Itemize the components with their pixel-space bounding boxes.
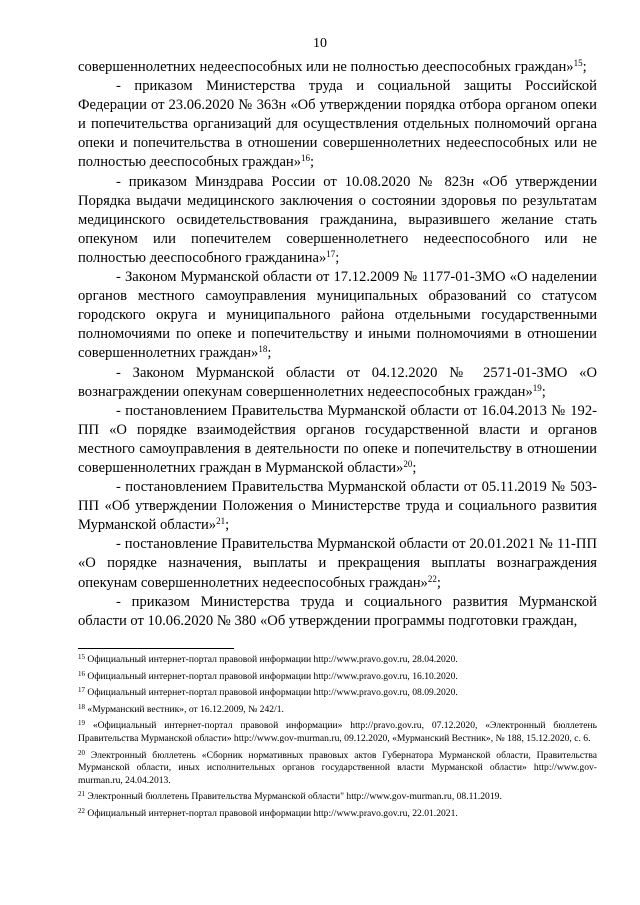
footnote-ref[interactable]: 22 (427, 573, 437, 584)
footnote: $^{21}$ Электронный бюллетень Правительства Мурманской области" http://www.gov-murman.ru, 08.11.2019. (78, 790, 502, 803)
paragraph: - приказом Минздрава России от 10.08.2020 № 823н «Об утверждении Порядка выдачи медицинского заключения о состоянии здоровья по результатам медицинского освидетельствования гражданина, выразившего желание стать опекуном или попечителем совершеннолетнего недееспособного или не полностью дееспособного гражданина»$^{17}$; (78, 173, 597, 266)
paragraph: - постановление Правительства Мурманской области от 20.01.2021 № 11-ПП «О порядке назначения, выплаты и прекращения выплаты вознаграждения опекунам совершеннолетних недееспособных граждан»$^{22}$; (78, 536, 597, 591)
paragraph: - Законом Мурманской области от 17.12.2009 № 1177-01-ЗМО «О наделении органов местного самоуправления муниципальных образований со статусом городского округа и муниципального района отдельными государственными полномочиями по опеке и попечительству и иными полномочиями в отношении совершеннолетних граждан»$^{18}$; (78, 269, 597, 362)
body-text (78, 58, 597, 631)
paragraph: - постановлением Правительства Мурманской области от 16.04.2013 № 192-ПП «О порядке взаимодействия органов государственной власти и органов местного самоуправления в деятельности по опеке и попечительству в отношении совершеннолетних граждан в Мурманской области»$^{20}$; (78, 402, 597, 476)
footnote-ref[interactable]: 20 (403, 458, 413, 469)
footnote-ref[interactable]: 19 (532, 382, 542, 393)
paragraph: совершеннолетних недееспособных или не полностью дееспособных граждан»$^{15}$; (78, 58, 587, 75)
paragraph: - приказом Министерства труда и социального развития Мурманской области от 10.06.2020 № 380 «Об утверждении программы подготовки граждан, (78, 593, 597, 629)
paragraph: - приказом Министерства труда и социальной защиты Российской Федерации от 23.06.2020 № 363н «Об утверждении порядка отбора органом опеки и попечительства организаций для осуществления отдельных полномочий органа опеки и попечительства в отношении совершеннолетних недееспособных или не полностью дееспособных граждан»$^{16}$; (78, 78, 597, 171)
footnote-ref[interactable]: 18 (258, 344, 268, 355)
page-number: 10 (313, 36, 327, 51)
footnote: $^{22}$ Официальный интернет-портал правовой информации http://www.pravo.gov.ru, 22.01.2021. (78, 806, 458, 819)
footnote-separator (78, 648, 234, 649)
footnote-ref[interactable]: 15 (573, 58, 583, 68)
footnotes (78, 654, 597, 825)
footnote-ref[interactable]: 17 (326, 248, 336, 259)
footnote: $^{18}$ «Мурманский вестник», от 16.12.2009, № 242/1. (78, 702, 284, 715)
paragraph: - Законом Мурманской области от 04.12.2020 № 2571-01-ЗМО «О вознаграждении опекунам совершеннолетних недееспособных граждан»$^{19}$; (78, 364, 597, 400)
footnote: $^{20}$ Электронный бюллетень «Сборник нормативных правовых актов Губернатора Мурманской области, Правительства Мурманской области, иных исполнительных органов государственной власти Мурманской области» http://www.gov-murman.ru, 24.04.2013. (78, 748, 597, 786)
footnote-ref[interactable]: 16 (301, 153, 311, 164)
footnote: $^{17}$ Официальный интернет-портал правовой информации http://www.pravo.gov.ru, 08.09.2020. (78, 686, 458, 699)
footnote: $^{16}$ Официальный интернет-портал правовой информации http://www.pravo.gov.ru, 16.10.2020. (78, 669, 458, 682)
footnote-ref[interactable]: 21 (216, 516, 226, 527)
footnote: $^{15}$ Официальный интернет-портал правовой информации http://www.pravo.gov.ru, 28.04.2020. (78, 653, 458, 665)
footnote: $^{19}$ «Официальный интернет-портал правовой информации» http://pravo.gov.ru, 07.12.2020, «Электронный бюллетень Правительства Мурманской области» http://www.gov-murman.ru, 09.12.2020, «Мурманский Вестник», № 188, 15.12.2020, с. 6. (78, 719, 597, 744)
paragraph: - постановлением Правительства Мурманской области от 05.11.2019 № 503-ПП «Об утверждении Положения о Министерстве труда и социального развития Мурманской области»$^{21}$; (78, 479, 597, 534)
